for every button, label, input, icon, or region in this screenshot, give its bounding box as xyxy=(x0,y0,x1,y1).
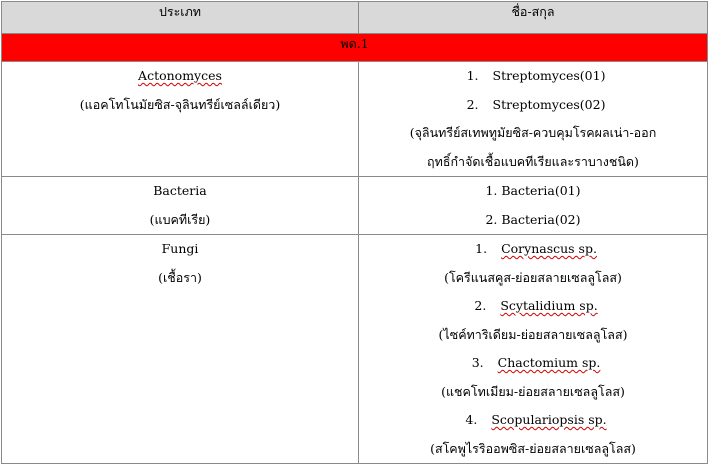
header-row xyxy=(2,2,708,34)
organism-name: Scytalidium sp. xyxy=(500,298,598,313)
group-band-label: พด.1 xyxy=(2,34,708,62)
name-cell xyxy=(359,235,708,464)
type-cell xyxy=(2,235,359,464)
table-row xyxy=(2,235,708,464)
organism-name: Streptomyces(02) xyxy=(492,96,606,112)
header-name: ชื่อ-สกุล xyxy=(359,2,708,34)
item-number: 2. xyxy=(466,96,479,112)
header-type: ประเภท xyxy=(2,2,359,34)
table-row xyxy=(2,177,708,235)
organism-name: Chactomium sp. xyxy=(497,355,601,370)
name-cell xyxy=(359,62,708,177)
type-thai: (แบคทีเรีย) xyxy=(149,211,211,227)
type-thai: (เชื้อรา) xyxy=(158,269,202,285)
item-number: 2. xyxy=(474,298,487,313)
organism-name: 1. Bacteria(01) xyxy=(485,183,581,198)
name-cell xyxy=(359,177,708,235)
organism-description: (โครีแนสคูส-ย่อยสลายเซลลูโลส) xyxy=(444,269,622,285)
type-name: Bacteria xyxy=(153,183,207,198)
type-thai: (แอคโทโนมัยซิส-จุลินทรีย์เซลล์เดียว) xyxy=(79,96,281,112)
organism-description: ฤทธิ์กำจัดเชื้อแบคทีเรียและราบางชนิด) xyxy=(427,153,639,169)
organism-name: Scopulariopsis sp. xyxy=(491,412,607,427)
type-name: Actonomyces xyxy=(138,68,222,83)
item-number: 1. xyxy=(466,68,479,83)
type-name: Fungi xyxy=(161,241,199,256)
organism-description: (สโคพูไรริออพซิส-ย่อยสลายเซลลูโลส) xyxy=(430,440,636,456)
organism-description: (แชคโทเมียม-ย่อยสลายเซลลูโลส) xyxy=(441,383,625,399)
organism-table xyxy=(1,1,708,464)
type-cell xyxy=(2,177,359,235)
group-band-row xyxy=(2,34,708,62)
organism-name: 2. Bacteria(02) xyxy=(485,211,581,227)
organism-name: Corynascus sp. xyxy=(501,241,597,256)
item-number: 1. xyxy=(475,241,488,256)
organism-description: (จุลินทรีย์สเทพทูมัยซิส-ควบคุมโรคผลเน่า-ออก xyxy=(409,125,657,140)
type-cell xyxy=(2,62,359,177)
item-number: 3. xyxy=(471,355,484,370)
organism-description: (ไซค์ทาริเดียม-ย่อยสลายเซลลูโลส) xyxy=(438,326,628,342)
table-row xyxy=(2,62,708,177)
organism-name: Streptomyces(01) xyxy=(492,68,606,83)
item-number: 4. xyxy=(465,412,478,427)
